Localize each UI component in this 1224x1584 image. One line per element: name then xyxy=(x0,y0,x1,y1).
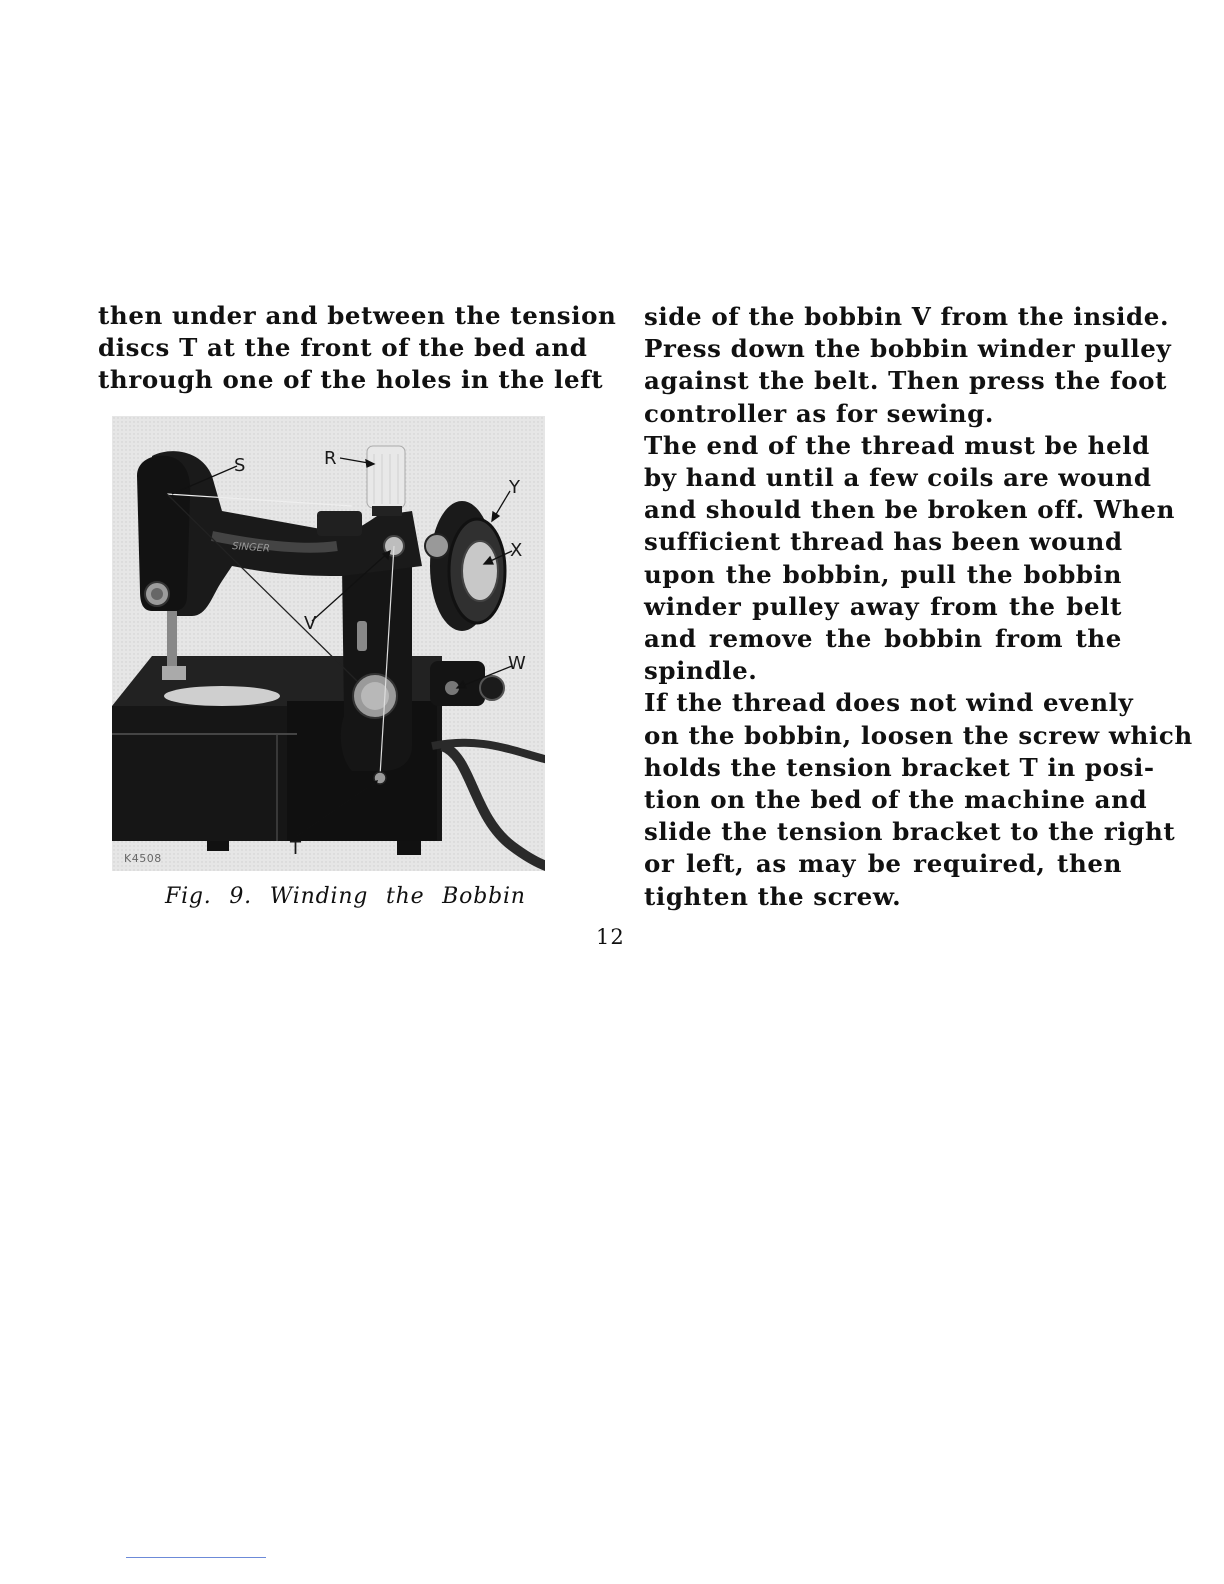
text-line: sufficient thread has been wound xyxy=(644,527,1123,557)
machine-pillar xyxy=(341,566,412,771)
caption-figure-number: Fig. 9. xyxy=(165,884,252,909)
right-paragraph-1 xyxy=(644,301,1172,430)
text-line: upon the bobbin, pull the bobbin xyxy=(644,559,1122,589)
figure-caption xyxy=(165,884,526,909)
right-paragraph-3 xyxy=(644,687,1193,912)
text-line: or left, as may be required, then xyxy=(644,849,1122,879)
text-line: controller as for sewing. xyxy=(644,398,995,428)
text-line: against the belt. Then press the foot xyxy=(644,366,1167,396)
sewing-machine-illustration xyxy=(112,416,545,871)
right-paragraph-2 xyxy=(644,430,1176,688)
label-x: X xyxy=(510,540,523,561)
brand-logo: SINGER xyxy=(231,541,271,555)
text-line: If the thread does not wind evenly xyxy=(644,688,1134,718)
figure-winding-bobbin xyxy=(112,416,545,871)
text-line: The end of the thread must be held xyxy=(644,430,1150,460)
footer-rule xyxy=(126,1557,266,1558)
text-line: discs T at the front of the bed and xyxy=(98,333,588,363)
needle-plate xyxy=(164,686,280,706)
label-w: W xyxy=(508,653,526,674)
label-y: Y xyxy=(509,477,520,498)
left-paragraph xyxy=(98,300,617,397)
text-line: Press down the bobbin winder pulley xyxy=(644,334,1172,364)
label-v: V xyxy=(304,613,317,634)
thread-spool xyxy=(367,446,405,508)
bobbin-winder-pulley xyxy=(425,534,449,558)
hand-wheel-center xyxy=(462,541,498,601)
bobbin-winder xyxy=(317,511,362,536)
text-line: tighten the screw. xyxy=(644,881,902,911)
text-line: on the bobbin, loosen the screw which xyxy=(644,720,1193,750)
text-line: holds the tension bracket T in posi- xyxy=(644,752,1155,782)
motor xyxy=(430,661,485,706)
text-line: through one of the holes in the left xyxy=(98,365,604,395)
text-line: side of the bobbin V from the inside. xyxy=(644,302,1170,331)
label-s: S xyxy=(234,455,246,476)
left-column xyxy=(98,300,617,397)
figure-code: K4508 xyxy=(124,852,162,865)
text-line: slide the tension bracket to the right xyxy=(644,817,1176,847)
right-column xyxy=(644,301,1193,913)
label-r: R xyxy=(324,448,337,469)
presser-bar xyxy=(167,611,177,671)
label-t: T xyxy=(290,838,301,859)
text-line: then under and between the tension xyxy=(98,301,617,330)
caption-title: Winding the Bobbin xyxy=(269,884,526,909)
text-line: tion on the bed of the machine and xyxy=(644,785,1148,815)
text-line: by hand until a few coils are wound xyxy=(644,463,1152,493)
text-line: winder pulley away from the belt xyxy=(644,591,1122,621)
page-number: 12 xyxy=(596,925,625,949)
text-line: and should then be broken off. When xyxy=(644,495,1176,525)
text-line: spindle. xyxy=(644,656,758,686)
text-line: and remove the bobbin from the xyxy=(644,624,1122,654)
